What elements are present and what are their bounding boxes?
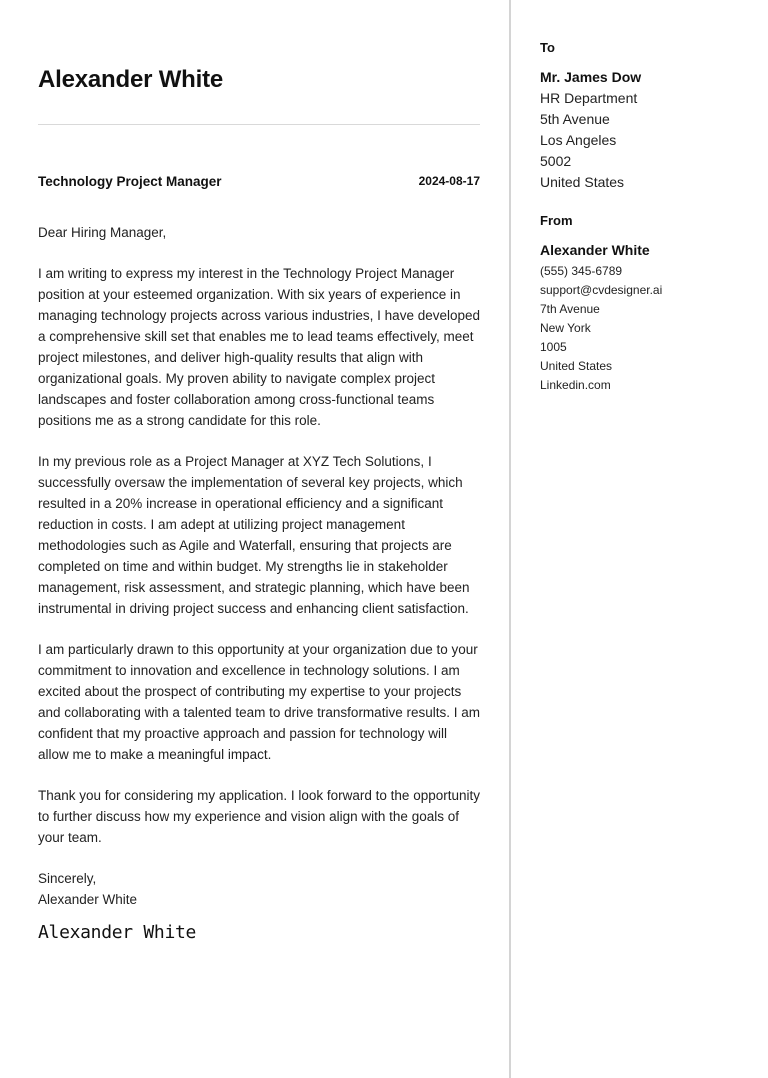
closing-name: Alexander White — [38, 892, 138, 907]
recipient-country: United States — [540, 174, 625, 190]
letter-meta-row — [38, 174, 480, 192]
closing: Sincerely, — [38, 871, 97, 886]
title-divider — [38, 124, 480, 125]
from-heading: From — [540, 213, 573, 228]
recipient-city: Los Angeles — [540, 132, 617, 148]
sender-contact-name: Alexander White — [540, 242, 650, 258]
column-divider — [509, 0, 511, 1078]
recipient-zip: 5002 — [540, 153, 572, 169]
sender-contact — [540, 240, 662, 395]
sender-city: New York — [540, 321, 591, 335]
recipient-street: 5th Avenue — [540, 111, 610, 127]
sender-name-title: Alexander White — [38, 66, 224, 93]
sender-email[interactable]: support@cvdesigner.ai — [540, 283, 663, 297]
salutation: Dear Hiring Manager, — [38, 225, 167, 240]
closing-block — [38, 868, 480, 943]
letter-date: 2024-08-17 — [418, 174, 480, 188]
sender-street: 7th Avenue — [540, 302, 600, 316]
signature: Alexander White — [38, 922, 197, 943]
paragraph-1: I am writing to express my interest in the Technology Project Manager position at your esteemed organization. With six years of experience in managing technology projects across various industries, I have developed a comprehensive skill set that enables me to lead teams effectively, meet project milestones, and deliver high-quality results that align with organizational goals. My proven ability to navigate complex project landscapes and foster collaboration among cross-functional teams positions me as a strong candidate for this role. — [38, 266, 481, 428]
recipient-department: HR Department — [540, 90, 638, 106]
job-title: Technology Project Manager — [38, 174, 222, 189]
paragraph-2: In my previous role as a Project Manager at XYZ Tech Solutions, I successfully oversaw the implementation of several key projects, which resulted in a 20% increase in operational efficiency and a significant reduction in costs. I am adept at utilizing project management methodologies such as Agile and Waterfall, ensuring that projects are completed on time and within budget. My strengths lie in stakeholder management, risk assessment, and strategic planning, which have been instrumental in driving project success and enhancing client satisfaction. — [38, 454, 470, 616]
paragraph-4: Thank you for considering my application. I look forward to the opportunity to further discuss how my experience and vision align with the goals of your team. — [38, 788, 480, 845]
letter-body — [38, 222, 480, 943]
sender-phone: (555) 345-6789 — [540, 264, 623, 278]
to-heading: To — [540, 40, 555, 55]
paragraph-3: I am particularly drawn to this opportunity at your organization due to your commitment to innovation and excellence in technology solutions. I am excited about the prospect of contributing my expertise to your projects and collaborating with a talented team to drive transformative results. I am confident that my proactive approach and passion for technology will allow me to make a meaningful impact. — [38, 642, 480, 762]
recipient-address — [540, 67, 641, 193]
recipient-name: Mr. James Dow — [540, 69, 642, 85]
sender-country: United States — [540, 359, 613, 373]
sender-website[interactable]: Linkedin.com — [540, 378, 611, 392]
sender-zip: 1005 — [540, 340, 567, 354]
